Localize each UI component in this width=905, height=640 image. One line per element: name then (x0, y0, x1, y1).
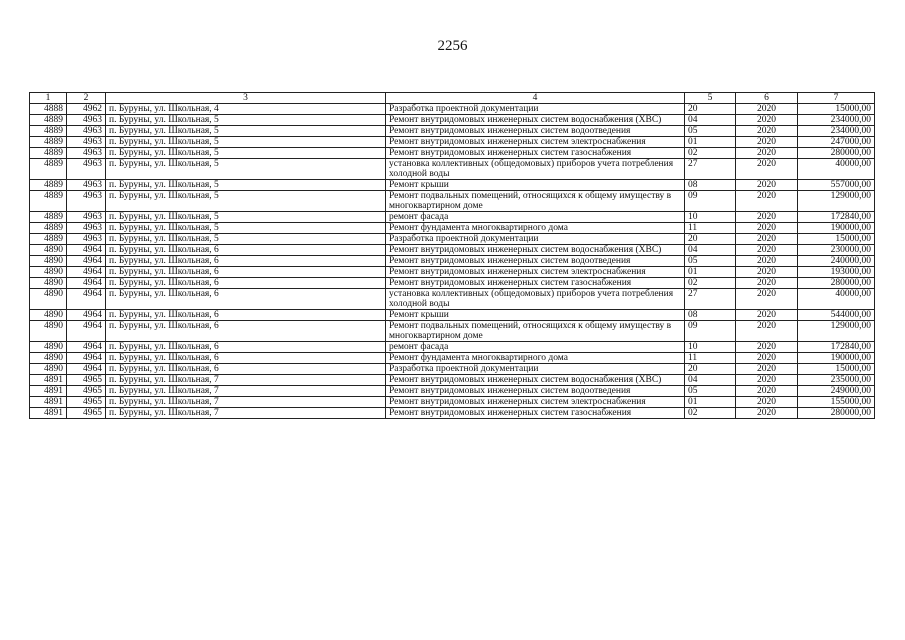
cell-year: 2020 (736, 375, 798, 386)
cell-house-id: 4963 (67, 126, 106, 137)
cell-year: 2020 (736, 256, 798, 267)
cell-amount: 280000,00 (798, 278, 875, 289)
table-row (30, 278, 875, 289)
cell-row-number: 4890 (30, 245, 67, 256)
cell-work-type: Разработка проектной документации (386, 234, 685, 245)
cell-amount: 557000,00 (798, 180, 875, 191)
table-row (30, 408, 875, 419)
cell-amount: 40000,00 (798, 159, 875, 180)
column-header: 4 (386, 93, 685, 104)
cell-amount: 155000,00 (798, 397, 875, 408)
cell-work-code: 09 (685, 321, 736, 342)
cell-row-number: 4890 (30, 342, 67, 353)
cell-house-id: 4964 (67, 310, 106, 321)
cell-year: 2020 (736, 364, 798, 375)
cell-row-number: 4890 (30, 321, 67, 342)
cell-address: п. Буруны, ул. Школьная, 6 (106, 278, 386, 289)
cell-work-type: Ремонт внутридомовых инженерных систем водоснабжения (ХВС) (386, 115, 685, 126)
cell-work-type: ремонт фасада (386, 212, 685, 223)
cell-year: 2020 (736, 148, 798, 159)
cell-year: 2020 (736, 386, 798, 397)
cell-row-number: 4890 (30, 256, 67, 267)
cell-work-code: 05 (685, 126, 736, 137)
table-row (30, 397, 875, 408)
cell-row-number: 4890 (30, 310, 67, 321)
cell-row-number: 4890 (30, 278, 67, 289)
cell-work-code: 10 (685, 342, 736, 353)
cell-house-id: 4965 (67, 397, 106, 408)
cell-amount: 280000,00 (798, 148, 875, 159)
cell-row-number: 4889 (30, 191, 67, 212)
cell-work-type: Ремонт внутридомовых инженерных систем водоснабжения (ХВС) (386, 375, 685, 386)
cell-work-code: 05 (685, 256, 736, 267)
table-row (30, 223, 875, 234)
cell-amount: 280000,00 (798, 408, 875, 419)
cell-year: 2020 (736, 267, 798, 278)
table-row (30, 245, 875, 256)
cell-address: п. Буруны, ул. Школьная, 6 (106, 245, 386, 256)
cell-house-id: 4962 (67, 104, 106, 115)
cell-row-number: 4891 (30, 408, 67, 419)
cell-amount: 249000,00 (798, 386, 875, 397)
cell-work-type: Разработка проектной документации (386, 104, 685, 115)
table-row (30, 148, 875, 159)
cell-work-code: 08 (685, 310, 736, 321)
cell-work-code: 09 (685, 191, 736, 212)
cell-year: 2020 (736, 104, 798, 115)
cell-work-code: 05 (685, 386, 736, 397)
cell-address: п. Буруны, ул. Школьная, 5 (106, 148, 386, 159)
cell-year: 2020 (736, 408, 798, 419)
cell-row-number: 4889 (30, 159, 67, 180)
cell-amount: 40000,00 (798, 289, 875, 310)
column-header: 3 (106, 93, 386, 104)
cell-work-type: Ремонт подвальных помещений, относящихся к общему имуществу в многоквартирном доме (386, 191, 685, 212)
cell-row-number: 4889 (30, 234, 67, 245)
table-row (30, 289, 875, 310)
cell-house-id: 4963 (67, 180, 106, 191)
cell-work-code: 27 (685, 159, 736, 180)
cell-work-code: 20 (685, 364, 736, 375)
cell-work-type: Разработка проектной документации (386, 364, 685, 375)
cell-work-code: 04 (685, 245, 736, 256)
cell-house-id: 4963 (67, 137, 106, 148)
cell-year: 2020 (736, 223, 798, 234)
cell-year: 2020 (736, 310, 798, 321)
table-row (30, 353, 875, 364)
cell-address: п. Буруны, ул. Школьная, 4 (106, 104, 386, 115)
cell-work-type: Ремонт фундамента многоквартирного дома (386, 353, 685, 364)
cell-year: 2020 (736, 289, 798, 310)
cell-work-type: ремонт фасада (386, 342, 685, 353)
cell-row-number: 4890 (30, 289, 67, 310)
cell-year: 2020 (736, 353, 798, 364)
header-row (30, 93, 875, 104)
cell-house-id: 4963 (67, 148, 106, 159)
cell-address: п. Буруны, ул. Школьная, 5 (106, 115, 386, 126)
cell-work-code: 02 (685, 278, 736, 289)
cell-house-id: 4964 (67, 353, 106, 364)
cell-row-number: 4891 (30, 397, 67, 408)
cell-work-code: 10 (685, 212, 736, 223)
cell-row-number: 4889 (30, 137, 67, 148)
cell-amount: 129000,00 (798, 191, 875, 212)
cell-address: п. Буруны, ул. Школьная, 5 (106, 223, 386, 234)
cell-address: п. Буруны, ул. Школьная, 6 (106, 256, 386, 267)
cell-row-number: 4889 (30, 212, 67, 223)
cell-house-id: 4964 (67, 289, 106, 310)
cell-address: п. Буруны, ул. Школьная, 7 (106, 397, 386, 408)
table-row (30, 137, 875, 148)
table-row (30, 321, 875, 342)
cell-year: 2020 (736, 159, 798, 180)
cell-amount: 172840,00 (798, 212, 875, 223)
column-header: 5 (685, 93, 736, 104)
cell-address: п. Буруны, ул. Школьная, 5 (106, 180, 386, 191)
cell-work-code: 08 (685, 180, 736, 191)
cell-work-type: Ремонт внутридомовых инженерных систем электроснабжения (386, 267, 685, 278)
column-header: 1 (30, 93, 67, 104)
cell-work-type: установка коллективных (общедомовых) приборов учета потребления холодной воды (386, 159, 685, 180)
cell-amount: 234000,00 (798, 115, 875, 126)
cell-year: 2020 (736, 126, 798, 137)
cell-work-type: Ремонт внутридомовых инженерных систем водоотведения (386, 256, 685, 267)
cell-work-type: Ремонт подвальных помещений, относящихся к общему имуществу в многоквартирном доме (386, 321, 685, 342)
cell-work-type: Ремонт внутридомовых инженерных систем электроснабжения (386, 397, 685, 408)
cell-year: 2020 (736, 115, 798, 126)
cell-year: 2020 (736, 180, 798, 191)
cell-address: п. Буруны, ул. Школьная, 5 (106, 191, 386, 212)
cell-year: 2020 (736, 191, 798, 212)
cell-work-type: Ремонт внутридомовых инженерных систем газоснабжения (386, 408, 685, 419)
cell-amount: 247000,00 (798, 137, 875, 148)
cell-house-id: 4965 (67, 386, 106, 397)
table-row (30, 364, 875, 375)
cell-work-code: 02 (685, 408, 736, 419)
cell-row-number: 4889 (30, 180, 67, 191)
cell-address: п. Буруны, ул. Школьная, 5 (106, 234, 386, 245)
column-header: 2 (67, 93, 106, 104)
cell-work-type: Ремонт крыши (386, 310, 685, 321)
cell-amount: 129000,00 (798, 321, 875, 342)
table-row (30, 234, 875, 245)
cell-row-number: 4891 (30, 375, 67, 386)
column-header: 7 (798, 93, 875, 104)
cell-house-id: 4964 (67, 321, 106, 342)
cell-amount: 15000,00 (798, 234, 875, 245)
cell-row-number: 4890 (30, 353, 67, 364)
cell-address: п. Буруны, ул. Школьная, 6 (106, 267, 386, 278)
cell-house-id: 4965 (67, 408, 106, 419)
cell-house-id: 4963 (67, 212, 106, 223)
cell-work-code: 11 (685, 353, 736, 364)
cell-year: 2020 (736, 321, 798, 342)
cell-house-id: 4964 (67, 245, 106, 256)
cell-row-number: 4890 (30, 364, 67, 375)
cell-address: п. Буруны, ул. Школьная, 5 (106, 126, 386, 137)
cell-address: п. Буруны, ул. Школьная, 7 (106, 375, 386, 386)
cell-amount: 172840,00 (798, 342, 875, 353)
table-row (30, 180, 875, 191)
table-row (30, 256, 875, 267)
cell-row-number: 4889 (30, 148, 67, 159)
cell-work-type: Ремонт внутридомовых инженерных систем водоотведения (386, 126, 685, 137)
cell-house-id: 4964 (67, 342, 106, 353)
cell-amount: 235000,00 (798, 375, 875, 386)
cell-house-id: 4963 (67, 191, 106, 212)
cell-amount: 190000,00 (798, 223, 875, 234)
table-row (30, 267, 875, 278)
cell-work-code: 01 (685, 267, 736, 278)
cell-work-code: 04 (685, 115, 736, 126)
cell-work-code: 01 (685, 137, 736, 148)
cell-address: п. Буруны, ул. Школьная, 7 (106, 386, 386, 397)
cell-house-id: 4963 (67, 234, 106, 245)
table-row (30, 104, 875, 115)
cell-work-type: Ремонт фундамента многоквартирного дома (386, 223, 685, 234)
cell-work-type: Ремонт крыши (386, 180, 685, 191)
cell-work-code: 20 (685, 234, 736, 245)
cell-amount: 190000,00 (798, 353, 875, 364)
table-row (30, 191, 875, 212)
cell-year: 2020 (736, 245, 798, 256)
cell-work-code: 20 (685, 104, 736, 115)
cell-row-number: 4889 (30, 115, 67, 126)
cell-amount: 15000,00 (798, 364, 875, 375)
cell-house-id: 4963 (67, 223, 106, 234)
cell-house-id: 4964 (67, 364, 106, 375)
column-header: 6 (736, 93, 798, 104)
cell-house-id: 4964 (67, 256, 106, 267)
cell-work-code: 11 (685, 223, 736, 234)
cell-year: 2020 (736, 137, 798, 148)
cell-row-number: 4890 (30, 267, 67, 278)
cell-work-type: Ремонт внутридомовых инженерных систем водоснабжения (ХВС) (386, 245, 685, 256)
cell-address: п. Буруны, ул. Школьная, 5 (106, 159, 386, 180)
table-row (30, 375, 875, 386)
table-body (30, 93, 875, 419)
cell-address: п. Буруны, ул. Школьная, 6 (106, 364, 386, 375)
table-row (30, 342, 875, 353)
cell-house-id: 4963 (67, 159, 106, 180)
table-row (30, 159, 875, 180)
cell-row-number: 4891 (30, 386, 67, 397)
cell-address: п. Буруны, ул. Школьная, 6 (106, 310, 386, 321)
repair-schedule-table (29, 92, 875, 419)
cell-amount: 230000,00 (798, 245, 875, 256)
cell-house-id: 4964 (67, 267, 106, 278)
cell-address: п. Буруны, ул. Школьная, 7 (106, 408, 386, 419)
cell-house-id: 4964 (67, 278, 106, 289)
cell-address: п. Буруны, ул. Школьная, 6 (106, 321, 386, 342)
table-row (30, 115, 875, 126)
cell-amount: 544000,00 (798, 310, 875, 321)
cell-row-number: 4889 (30, 126, 67, 137)
cell-amount: 15000,00 (798, 104, 875, 115)
cell-address: п. Буруны, ул. Школьная, 5 (106, 137, 386, 148)
cell-year: 2020 (736, 234, 798, 245)
cell-row-number: 4889 (30, 223, 67, 234)
cell-amount: 193000,00 (798, 267, 875, 278)
table-row (30, 126, 875, 137)
cell-year: 2020 (736, 397, 798, 408)
cell-year: 2020 (736, 342, 798, 353)
cell-house-id: 4963 (67, 115, 106, 126)
cell-work-type: Ремонт внутридомовых инженерных систем газоснабжения (386, 148, 685, 159)
cell-work-code: 01 (685, 397, 736, 408)
cell-amount: 234000,00 (798, 126, 875, 137)
cell-address: п. Буруны, ул. Школьная, 6 (106, 353, 386, 364)
table-row (30, 212, 875, 223)
cell-year: 2020 (736, 278, 798, 289)
table-row (30, 386, 875, 397)
cell-work-type: установка коллективных (общедомовых) приборов учета потребления холодной воды (386, 289, 685, 310)
cell-work-code: 04 (685, 375, 736, 386)
cell-amount: 240000,00 (798, 256, 875, 267)
cell-address: п. Буруны, ул. Школьная, 6 (106, 342, 386, 353)
cell-house-id: 4965 (67, 375, 106, 386)
page-number: 2256 (437, 38, 468, 54)
cell-work-code: 02 (685, 148, 736, 159)
cell-work-code: 27 (685, 289, 736, 310)
cell-address: п. Буруны, ул. Школьная, 6 (106, 289, 386, 310)
cell-work-type: Ремонт внутридомовых инженерных систем электроснабжения (386, 137, 685, 148)
cell-address: п. Буруны, ул. Школьная, 5 (106, 212, 386, 223)
cell-work-type: Ремонт внутридомовых инженерных систем газоснабжения (386, 278, 685, 289)
table-row (30, 310, 875, 321)
cell-row-number: 4888 (30, 104, 67, 115)
cell-year: 2020 (736, 212, 798, 223)
cell-work-type: Ремонт внутридомовых инженерных систем водоотведения (386, 386, 685, 397)
